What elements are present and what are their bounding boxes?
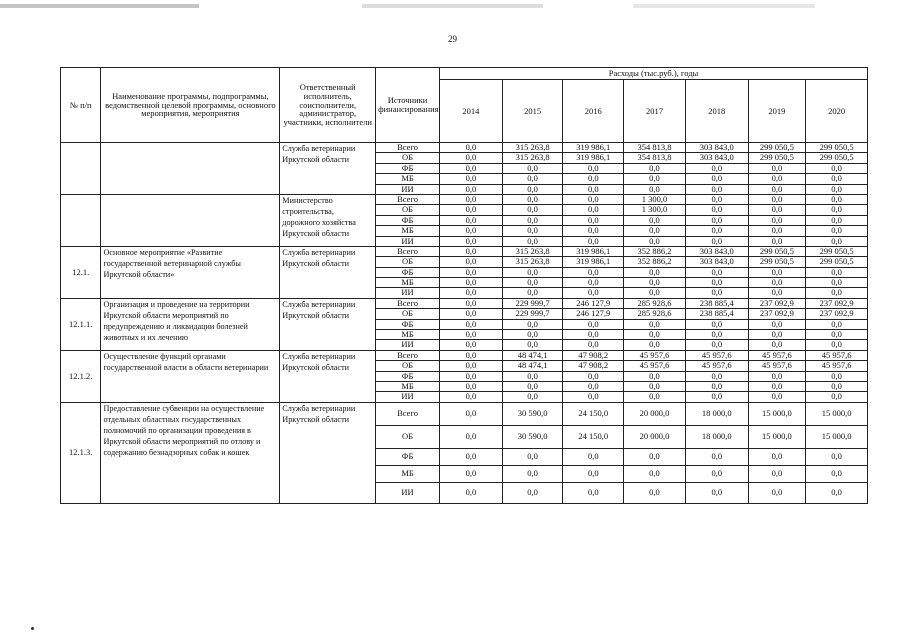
expense-value: 48 474,1 (502, 350, 563, 360)
expense-value: 0,0 (439, 257, 502, 267)
expense-value: 0,0 (685, 226, 748, 236)
expense-value: 299 050,5 (748, 143, 805, 153)
expense-value: 238 885,4 (685, 298, 748, 308)
row-name: Организация и проведение на территории Иркутской области мероприятий по предупреждению и ликвидации болезней животных и их лечению (101, 298, 280, 350)
expense-value: 0,0 (624, 330, 686, 340)
expense-value: 319 986,1 (563, 257, 624, 267)
expense-value: 0,0 (624, 215, 686, 225)
expense-value: 352 886,2 (624, 246, 686, 256)
funding-source: ФБ (376, 215, 440, 225)
expense-value: 1 300,0 (624, 205, 686, 215)
expense-value: 0,0 (806, 288, 868, 298)
expense-value: 0,0 (806, 340, 868, 350)
expense-value: 48 474,1 (502, 361, 563, 371)
expense-value: 0,0 (439, 319, 502, 329)
expense-value: 319 986,1 (563, 153, 624, 163)
expense-value: 0,0 (563, 226, 624, 236)
expense-value: 0,0 (685, 174, 748, 184)
funding-source: ОБ (376, 309, 440, 319)
expense-value: 0,0 (439, 143, 502, 153)
header-year: 2014 (439, 80, 502, 143)
row-code (61, 143, 101, 195)
row-name: Предоставление субвенции на осуществление отдельных областных государственных полномочий по организации проведения в Иркутской области мероприятий по отлову и содержанию безнадзорных собак и кошек (101, 402, 280, 503)
expense-value: 0,0 (685, 482, 748, 503)
funding-source: МБ (376, 174, 440, 184)
expense-value: 0,0 (439, 381, 502, 391)
expense-value: 0,0 (806, 163, 868, 173)
expense-value: 0,0 (685, 215, 748, 225)
header-funding-source: Источники финансирования (376, 68, 440, 143)
expense-value: 0,0 (685, 267, 748, 277)
row-code: 12.1.1. (61, 298, 101, 350)
header-expenses: Расходы (тыс.руб.), годы (439, 68, 867, 80)
expense-value: 0,0 (563, 288, 624, 298)
expense-value: 0,0 (502, 226, 563, 236)
row-responsible: Служба ветеринарии Иркутской области (280, 143, 376, 195)
expense-value: 0,0 (502, 381, 563, 391)
expense-value: 0,0 (806, 215, 868, 225)
expense-value: 0,0 (439, 330, 502, 340)
expense-value: 237 092,9 (806, 309, 868, 319)
expense-value: 0,0 (624, 267, 686, 277)
expense-value: 0,0 (502, 278, 563, 288)
expense-value: 0,0 (685, 340, 748, 350)
funding-source: Всего (376, 402, 440, 425)
expense-value: 229 999,7 (502, 298, 563, 308)
expense-value: 0,0 (439, 184, 502, 194)
expense-value: 0,0 (624, 184, 686, 194)
expense-value: 0,0 (502, 267, 563, 277)
expense-value: 0,0 (624, 278, 686, 288)
funding-source: МБ (376, 278, 440, 288)
expense-value: 0,0 (439, 153, 502, 163)
expense-value: 237 092,9 (806, 298, 868, 308)
expense-value: 24 150,0 (563, 402, 624, 425)
expense-value: 0,0 (806, 319, 868, 329)
expense-value: 0,0 (685, 194, 748, 204)
row-responsible: Служба ветеринарии Иркутской области (280, 350, 376, 402)
expense-value: 354 813,8 (624, 143, 686, 153)
row-code: 12.1.3. (61, 402, 101, 503)
expense-value: 0,0 (439, 371, 502, 381)
expense-value: 0,0 (439, 194, 502, 204)
expense-value: 0,0 (806, 278, 868, 288)
expense-value: 0,0 (563, 215, 624, 225)
expense-value: 299 050,5 (806, 246, 868, 256)
row-name: Основное мероприятие «Развитие государственной ветеринарной службы Иркутской области» (101, 246, 280, 298)
expense-value: 0,0 (806, 205, 868, 215)
expense-value: 0,0 (748, 267, 805, 277)
expense-value: 0,0 (748, 278, 805, 288)
funding-source: Всего (376, 350, 440, 360)
expense-value: 0,0 (624, 226, 686, 236)
table-row (61, 143, 868, 153)
funding-source: ИИ (376, 288, 440, 298)
expense-value: 0,0 (806, 381, 868, 391)
expense-value: 303 843,0 (685, 143, 748, 153)
expense-value: 0,0 (439, 236, 502, 246)
expense-value: 0,0 (748, 330, 805, 340)
expense-value: 315 263,8 (502, 143, 563, 153)
expense-value: 0,0 (439, 246, 502, 256)
expense-value: 0,0 (439, 278, 502, 288)
expense-value: 45 957,6 (624, 350, 686, 360)
funding-source: ФБ (376, 163, 440, 173)
expense-value: 0,0 (685, 392, 748, 402)
expense-value: 0,0 (563, 163, 624, 173)
expense-value: 24 150,0 (563, 425, 624, 448)
expense-value: 0,0 (685, 465, 748, 482)
expense-value: 285 928,6 (624, 309, 686, 319)
expense-value: 0,0 (502, 371, 563, 381)
expense-value: 299 050,5 (806, 153, 868, 163)
funding-source: Всего (376, 298, 440, 308)
expense-value: 0,0 (439, 350, 502, 360)
expense-value: 0,0 (806, 236, 868, 246)
expense-value: 0,0 (806, 184, 868, 194)
expense-value: 0,0 (748, 448, 805, 465)
expense-value: 0,0 (439, 205, 502, 215)
expense-value: 0,0 (685, 278, 748, 288)
funding-source: ОБ (376, 153, 440, 163)
expense-value: 0,0 (563, 278, 624, 288)
expense-value: 0,0 (748, 163, 805, 173)
expense-value: 0,0 (502, 319, 563, 329)
expense-value: 15 000,0 (748, 425, 805, 448)
expense-value: 20 000,0 (624, 402, 686, 425)
expense-value: 0,0 (502, 330, 563, 340)
scan-dot (31, 627, 34, 630)
expense-value: 0,0 (685, 236, 748, 246)
expense-value: 0,0 (624, 288, 686, 298)
funding-source: МБ (376, 465, 440, 482)
expense-value: 0,0 (439, 392, 502, 402)
expense-value: 0,0 (439, 465, 502, 482)
expense-value: 0,0 (502, 288, 563, 298)
expense-value: 303 843,0 (685, 153, 748, 163)
expense-value: 45 957,6 (685, 350, 748, 360)
expense-value: 0,0 (624, 381, 686, 391)
funding-source: ИИ (376, 340, 440, 350)
expense-value: 303 843,0 (685, 246, 748, 256)
expense-value: 0,0 (502, 163, 563, 173)
expense-value: 0,0 (439, 298, 502, 308)
funding-source: ОБ (376, 257, 440, 267)
expense-value: 0,0 (748, 205, 805, 215)
expense-value: 0,0 (624, 392, 686, 402)
expense-value: 0,0 (685, 319, 748, 329)
expense-value: 0,0 (748, 340, 805, 350)
expense-value: 0,0 (624, 236, 686, 246)
expense-value: 0,0 (439, 215, 502, 225)
expense-value: 45 957,6 (624, 361, 686, 371)
row-responsible: Министерство строительства, дорожного хозяйства Иркутской области (280, 194, 376, 246)
funding-source: ФБ (376, 319, 440, 329)
expense-value: 0,0 (806, 392, 868, 402)
row-name: Осуществление функций органами государственной власти в области ветеринарии (101, 350, 280, 402)
row-responsible: Служба ветеринарии Иркутской области (280, 298, 376, 350)
expense-value: 238 885,4 (685, 309, 748, 319)
expense-value: 315 263,8 (502, 257, 563, 267)
expense-value: 0,0 (748, 236, 805, 246)
expense-value: 0,0 (502, 215, 563, 225)
header-number: № п/п (61, 68, 101, 143)
funding-source: ИИ (376, 236, 440, 246)
expense-value: 18 000,0 (685, 425, 748, 448)
expense-value: 0,0 (563, 205, 624, 215)
header-year: 2019 (748, 80, 805, 143)
expense-value: 229 999,7 (502, 309, 563, 319)
header-name: Наименование программы, подпрограммы, ведомственной целевой программы, основного мероприятия, мероприятия (101, 68, 280, 143)
expense-value: 0,0 (502, 174, 563, 184)
expense-value: 20 000,0 (624, 425, 686, 448)
expense-value: 0,0 (748, 184, 805, 194)
expense-value: 0,0 (685, 330, 748, 340)
expense-value: 30 590,0 (502, 402, 563, 425)
expense-value: 0,0 (624, 174, 686, 184)
expense-value: 0,0 (439, 482, 502, 503)
expense-value: 0,0 (685, 205, 748, 215)
expense-value: 0,0 (439, 309, 502, 319)
expense-value: 0,0 (563, 448, 624, 465)
expense-value: 237 092,9 (748, 298, 805, 308)
expense-value: 0,0 (624, 371, 686, 381)
expense-value: 0,0 (439, 361, 502, 371)
funding-source: МБ (376, 381, 440, 391)
header-year: 2017 (624, 80, 686, 143)
expense-value: 0,0 (439, 226, 502, 236)
expense-value: 0,0 (748, 392, 805, 402)
row-code (61, 194, 101, 246)
expense-value: 0,0 (624, 465, 686, 482)
expense-value: 0,0 (624, 319, 686, 329)
expense-value: 319 986,1 (563, 143, 624, 153)
table-row (61, 350, 868, 360)
expense-value: 0,0 (563, 236, 624, 246)
expense-value: 0,0 (563, 482, 624, 503)
funding-source: МБ (376, 330, 440, 340)
expense-value: 237 092,9 (748, 309, 805, 319)
expense-value: 0,0 (806, 371, 868, 381)
expense-value: 0,0 (502, 392, 563, 402)
expense-value: 0,0 (439, 402, 502, 425)
expense-value: 352 886,2 (624, 257, 686, 267)
expense-value: 0,0 (502, 205, 563, 215)
row-responsible: Служба ветеринарии Иркутской области (280, 246, 376, 298)
header-year: 2015 (502, 80, 563, 143)
expense-value: 0,0 (624, 448, 686, 465)
expense-value: 0,0 (685, 163, 748, 173)
expense-value: 299 050,5 (806, 257, 868, 267)
funding-source: ОБ (376, 425, 440, 448)
table-row (61, 194, 868, 204)
expense-value: 0,0 (439, 174, 502, 184)
table-body (61, 143, 868, 504)
expense-value: 0,0 (439, 425, 502, 448)
expense-value: 0,0 (563, 174, 624, 184)
header-year: 2020 (806, 80, 868, 143)
expense-value: 45 957,6 (748, 350, 805, 360)
budget-table (60, 67, 868, 504)
expense-value: 45 957,6 (748, 361, 805, 371)
expense-value: 0,0 (502, 465, 563, 482)
expense-value: 354 813,8 (624, 153, 686, 163)
funding-source: Всего (376, 194, 440, 204)
expense-value: 0,0 (563, 392, 624, 402)
expense-value: 18 000,0 (685, 402, 748, 425)
funding-source: ОБ (376, 361, 440, 371)
row-name (101, 194, 280, 246)
expense-value: 0,0 (806, 174, 868, 184)
expense-value: 15 000,0 (806, 425, 868, 448)
header-year: 2018 (685, 80, 748, 143)
expense-value: 0,0 (502, 482, 563, 503)
row-code: 12.1.2. (61, 350, 101, 402)
expense-value: 0,0 (439, 340, 502, 350)
expense-value: 0,0 (563, 340, 624, 350)
expense-value: 45 957,6 (685, 361, 748, 371)
expense-value: 47 908,2 (563, 350, 624, 360)
expense-value: 0,0 (624, 163, 686, 173)
row-responsible: Служба ветеринарии Иркутской области (280, 402, 376, 503)
expense-value: 0,0 (748, 174, 805, 184)
expense-value: 15 000,0 (806, 402, 868, 425)
expense-value: 1 300,0 (624, 194, 686, 204)
expense-value: 246 127,9 (563, 298, 624, 308)
expense-value: 47 908,2 (563, 361, 624, 371)
expense-value: 0,0 (806, 194, 868, 204)
expense-value: 246 127,9 (563, 309, 624, 319)
page-number: 29 (448, 34, 457, 44)
expense-value: 299 050,5 (748, 257, 805, 267)
expense-value: 285 928,6 (624, 298, 686, 308)
expense-value: 45 957,6 (806, 350, 868, 360)
expense-value: 15 000,0 (748, 402, 805, 425)
expense-value: 0,0 (624, 340, 686, 350)
funding-source: ФБ (376, 267, 440, 277)
expense-value: 299 050,5 (748, 153, 805, 163)
expense-value: 0,0 (563, 194, 624, 204)
expense-value: 45 957,6 (806, 361, 868, 371)
expense-value: 0,0 (563, 465, 624, 482)
expense-value: 299 050,5 (806, 143, 868, 153)
funding-source: ФБ (376, 448, 440, 465)
expense-value: 0,0 (563, 381, 624, 391)
expense-value: 0,0 (748, 465, 805, 482)
funding-source: ИИ (376, 184, 440, 194)
expense-value: 315 263,8 (502, 246, 563, 256)
expense-value: 0,0 (685, 381, 748, 391)
expense-value: 299 050,5 (748, 246, 805, 256)
funding-source: Всего (376, 246, 440, 256)
expense-value: 30 590,0 (502, 425, 563, 448)
expense-value: 0,0 (563, 184, 624, 194)
expense-value: 0,0 (502, 236, 563, 246)
expense-value: 0,0 (748, 381, 805, 391)
expense-value: 0,0 (439, 448, 502, 465)
expense-value: 0,0 (806, 267, 868, 277)
expense-value: 0,0 (748, 194, 805, 204)
funding-source: ОБ (376, 205, 440, 215)
header-responsible: Ответственный исполнитель, соисполнители, администратор, участники, исполнители (280, 68, 376, 143)
table-row (61, 402, 868, 425)
expense-value: 0,0 (563, 319, 624, 329)
expense-value: 0,0 (806, 482, 868, 503)
expense-value: 0,0 (685, 448, 748, 465)
expense-value: 0,0 (748, 215, 805, 225)
expense-value: 0,0 (806, 226, 868, 236)
expense-value: 0,0 (748, 226, 805, 236)
expense-value: 0,0 (748, 482, 805, 503)
header-year: 2016 (563, 80, 624, 143)
funding-source: ИИ (376, 392, 440, 402)
scan-artifact-top-line (0, 4, 905, 8)
expense-value: 0,0 (748, 288, 805, 298)
expense-value: 0,0 (502, 194, 563, 204)
expense-value: 319 986,1 (563, 246, 624, 256)
expense-value: 0,0 (624, 482, 686, 503)
table-row (61, 298, 868, 308)
expense-value: 0,0 (439, 163, 502, 173)
expense-value: 0,0 (806, 448, 868, 465)
expense-value: 0,0 (502, 340, 563, 350)
row-name (101, 143, 280, 195)
expense-value: 0,0 (502, 184, 563, 194)
expense-value: 0,0 (806, 465, 868, 482)
expense-value: 0,0 (502, 448, 563, 465)
expense-value: 0,0 (685, 184, 748, 194)
expense-value: 0,0 (439, 267, 502, 277)
funding-source: ИИ (376, 482, 440, 503)
table-row (61, 246, 868, 256)
expense-value: 0,0 (685, 371, 748, 381)
funding-source: Всего (376, 143, 440, 153)
funding-source: МБ (376, 226, 440, 236)
expense-value: 0,0 (563, 371, 624, 381)
expense-value: 0,0 (748, 371, 805, 381)
funding-source: ФБ (376, 371, 440, 381)
expense-value: 303 843,0 (685, 257, 748, 267)
expense-value: 0,0 (806, 330, 868, 340)
row-code: 12.1. (61, 246, 101, 298)
expense-value: 0,0 (439, 288, 502, 298)
expense-value: 0,0 (748, 319, 805, 329)
expense-value: 0,0 (685, 288, 748, 298)
expense-value: 315 263,8 (502, 153, 563, 163)
expense-value: 0,0 (563, 267, 624, 277)
expense-value: 0,0 (563, 330, 624, 340)
